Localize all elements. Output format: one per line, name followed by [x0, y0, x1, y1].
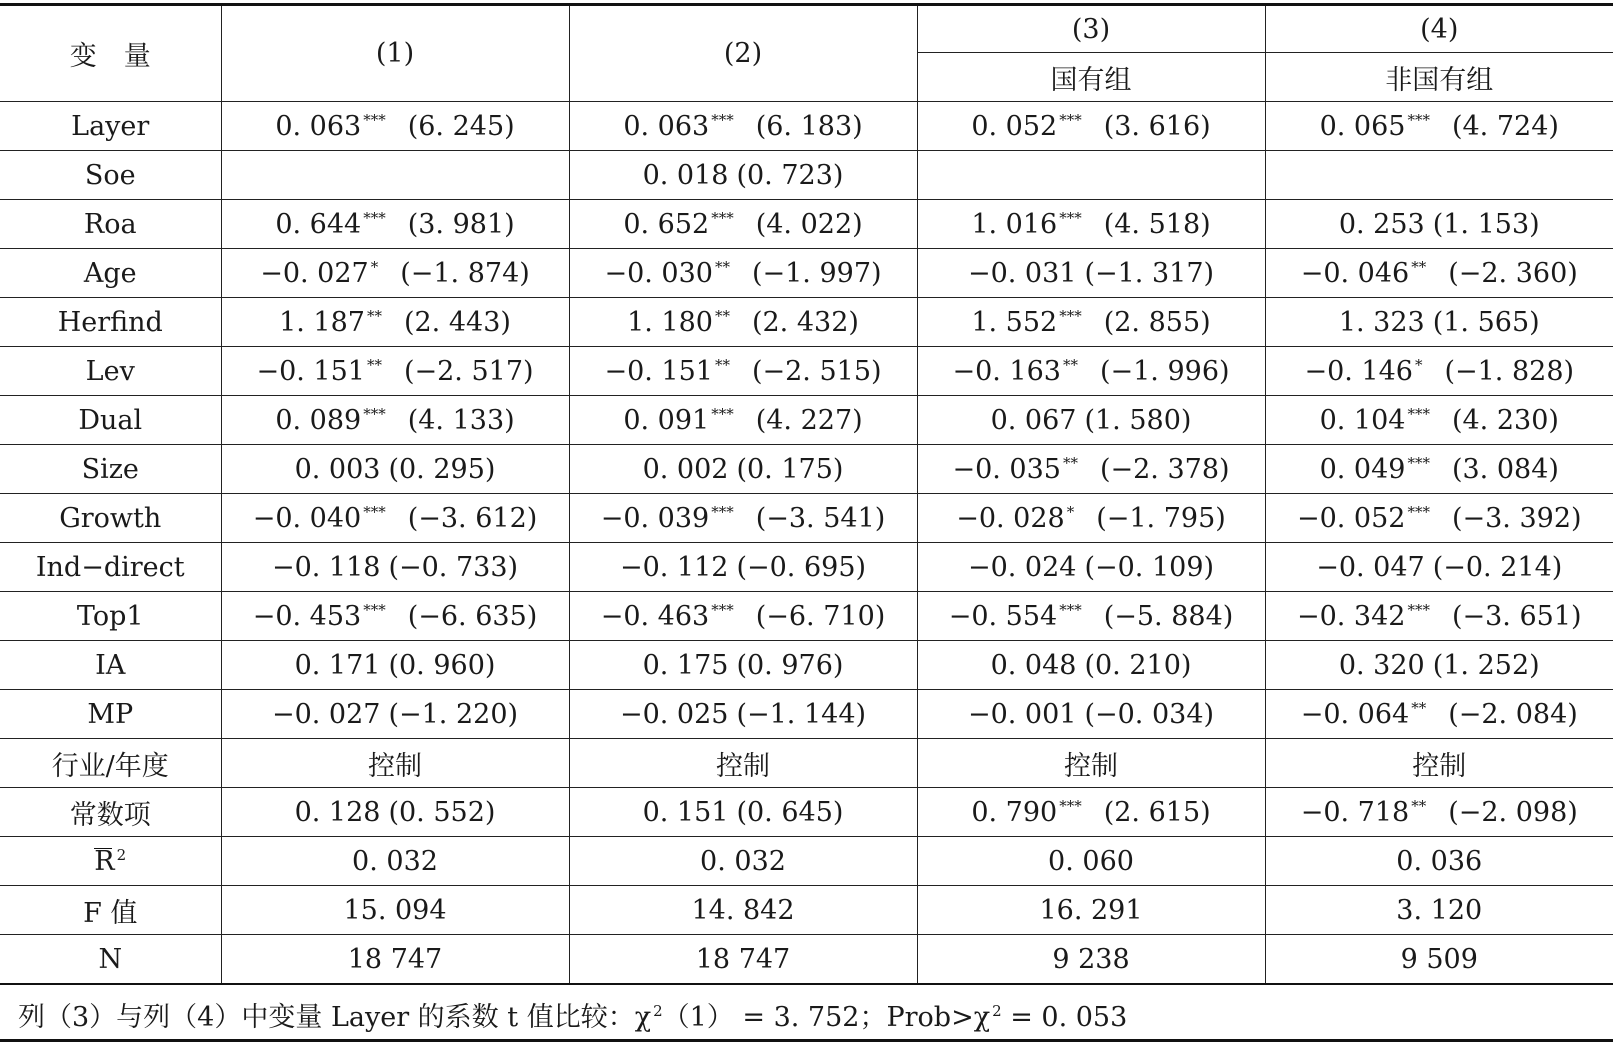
value-cell [1265, 445, 1613, 494]
value-cell [1265, 200, 1613, 249]
coefficient: −0. 718 [1300, 796, 1410, 828]
value-cell [569, 200, 917, 249]
t-statistic: (−6. 710) [755, 600, 886, 632]
regression-table [0, 3, 1613, 985]
coefficient: 9 509 [1400, 943, 1478, 975]
value-cell [1265, 543, 1613, 592]
t-statistic: (−3. 392) [1451, 502, 1582, 534]
coefficient: 14. 842 [691, 894, 795, 926]
coefficient: 0. 063 [623, 110, 710, 142]
t-statistic: (−2. 515) [751, 355, 882, 387]
t-statistic: (−1. 220) [388, 698, 519, 730]
value-cell [917, 935, 1265, 985]
t-statistic: (−1. 795) [1096, 502, 1226, 534]
significance-stars: *** [711, 502, 734, 521]
t-statistic: (0. 645) [736, 796, 844, 828]
value-cell [1265, 935, 1613, 985]
variable-name: Lev [0, 347, 221, 396]
variable-name: Age [0, 249, 221, 298]
coefficient: 0. 128 [294, 796, 381, 828]
value-cell [569, 347, 917, 396]
header-col-4-sub: 非国有组 [1265, 53, 1613, 102]
value-cell [569, 739, 917, 788]
coefficient: 0. 052 [971, 110, 1058, 142]
coefficient: −0. 027 [271, 698, 381, 730]
table-row [0, 200, 1613, 249]
significance-stars: ** [1411, 796, 1427, 815]
t-statistic: (−6. 635) [407, 600, 538, 632]
table-row [0, 739, 1613, 788]
significance-stars: * [370, 257, 379, 276]
header-col-1: (1) [221, 5, 569, 102]
value-cell [1265, 494, 1613, 543]
table-row [0, 347, 1613, 396]
coefficient: 0. 065 [1319, 110, 1406, 142]
t-statistic: (−2. 517) [403, 355, 534, 387]
value-cell [1265, 102, 1613, 151]
value-cell [221, 543, 569, 592]
variable-name: Roa [0, 200, 221, 249]
value-cell [917, 249, 1265, 298]
value-cell [569, 298, 917, 347]
coefficient: −0. 040 [252, 502, 362, 534]
significance-stars: *** [711, 404, 734, 423]
significance-stars: *** [711, 208, 734, 227]
variable-name: Layer [0, 102, 221, 151]
coefficient: 0. 652 [623, 208, 710, 240]
header-col-3-sub: 国有组 [917, 53, 1265, 102]
value-cell [221, 788, 569, 837]
coefficient: −0. 146 [1304, 355, 1413, 387]
coefficient: 控制 [1064, 750, 1118, 782]
significance-stars: *** [363, 502, 386, 521]
significance-stars: ** [366, 355, 382, 374]
coefficient: 0. 151 [642, 796, 729, 828]
coefficient: 0. 320 [1338, 649, 1425, 681]
t-statistic: (3. 084) [1451, 453, 1559, 485]
coefficient: −0. 463 [600, 600, 710, 632]
note-sup-a: 2 [653, 1002, 663, 1020]
coefficient: 0. 003 [294, 453, 381, 485]
table-row [0, 494, 1613, 543]
variable-name: Ind−direct [0, 543, 221, 592]
significance-stars: *** [1059, 796, 1082, 815]
table-row [0, 102, 1613, 151]
value-cell [221, 739, 569, 788]
value-cell [221, 200, 569, 249]
coefficient: 0. 036 [1396, 845, 1483, 877]
table-row [0, 641, 1613, 690]
value-cell [221, 494, 569, 543]
coefficient: −0. 028 [956, 502, 1065, 534]
value-cell [1265, 249, 1613, 298]
value-cell [221, 690, 569, 739]
table-row [0, 543, 1613, 592]
coefficient: −0. 030 [604, 257, 713, 289]
coefficient: −0. 001 [967, 698, 1077, 730]
variable-name: F 值 [0, 886, 221, 935]
value-cell [569, 837, 917, 886]
coefficient: 0. 032 [700, 845, 786, 877]
value-cell [221, 886, 569, 935]
t-statistic: (2. 855) [1103, 306, 1211, 338]
coefficient: 18 747 [695, 943, 791, 975]
significance-stars: *** [363, 208, 386, 227]
value-cell [569, 543, 917, 592]
t-statistic: (4. 230) [1451, 404, 1559, 436]
header-variable: 变 量 [0, 5, 221, 102]
header-row [0, 5, 1613, 53]
t-statistic: (0. 210) [1084, 649, 1192, 681]
coefficient: −0. 163 [952, 355, 1061, 387]
value-cell [917, 396, 1265, 445]
value-cell [1265, 592, 1613, 641]
note-text-a: 列（3）与列（4）中变量 Layer 的系数 t 值比较：χ [18, 1002, 652, 1033]
value-cell [569, 151, 917, 200]
variable-name: 行业/年度 [0, 739, 221, 788]
coefficient: 0. 790 [971, 796, 1058, 828]
significance-stars: *** [1407, 404, 1430, 423]
value-cell [569, 592, 917, 641]
coefficient: −0. 025 [619, 698, 729, 730]
coefficient: 0. 089 [275, 404, 362, 436]
table-row [0, 151, 1613, 200]
t-statistic: (4. 724) [1451, 110, 1559, 142]
value-cell [1265, 151, 1613, 200]
t-statistic: (2. 443) [403, 306, 511, 338]
value-cell [917, 543, 1265, 592]
table-row [0, 886, 1613, 935]
coefficient: 1. 323 [1338, 306, 1425, 338]
value-cell [221, 249, 569, 298]
significance-stars: *** [1407, 453, 1430, 472]
value-cell [1265, 739, 1613, 788]
coefficient: 0. 002 [642, 453, 729, 485]
t-statistic: (1. 252) [1432, 649, 1540, 681]
variable-name: Soe [0, 151, 221, 200]
t-statistic: (0. 552) [388, 796, 496, 828]
t-statistic: (1. 580) [1084, 404, 1192, 436]
value-cell [221, 347, 569, 396]
variable-name: Size [0, 445, 221, 494]
value-cell [569, 690, 917, 739]
coefficient: −0. 031 [967, 257, 1077, 289]
value-cell [917, 641, 1265, 690]
significance-stars: * [1414, 355, 1423, 374]
t-statistic: (0. 723) [736, 159, 844, 191]
value-cell [917, 445, 1265, 494]
variable-name [0, 837, 221, 886]
coefficient: −0. 052 [1296, 502, 1406, 534]
t-statistic: (4. 022) [755, 208, 863, 240]
t-statistic: (−1. 317) [1084, 257, 1215, 289]
table-row [0, 690, 1613, 739]
coefficient: −0. 112 [619, 551, 729, 583]
t-statistic: (−0. 109) [1084, 551, 1215, 583]
t-statistic: (−1. 997) [751, 257, 882, 289]
t-statistic: (−1. 828) [1444, 355, 1575, 387]
value-cell [569, 935, 917, 985]
variable-name: MP [0, 690, 221, 739]
coefficient: 0. 253 [1338, 208, 1425, 240]
note-sup-b: 2 [992, 1002, 1002, 1020]
table-row [0, 788, 1613, 837]
significance-stars: *** [711, 600, 734, 619]
t-statistic: (0. 295) [388, 453, 496, 485]
t-statistic: (4. 133) [407, 404, 515, 436]
coefficient: 1. 180 [627, 306, 713, 338]
header-col-4: (4) [1265, 5, 1613, 53]
value-cell [569, 396, 917, 445]
table-note [0, 994, 1613, 1042]
coefficient: 控制 [368, 750, 422, 782]
variable-name: Herfind [0, 298, 221, 347]
coefficient: 0. 049 [1319, 453, 1406, 485]
coefficient: 9 238 [1052, 943, 1130, 975]
coefficient: −0. 151 [256, 355, 365, 387]
value-cell [917, 788, 1265, 837]
value-cell [569, 788, 917, 837]
coefficient: 16. 291 [1039, 894, 1143, 926]
value-cell [569, 494, 917, 543]
t-statistic: (2. 432) [751, 306, 859, 338]
t-statistic: (−2. 084) [1448, 698, 1578, 730]
coefficient: 0. 018 [642, 159, 729, 191]
coefficient: −0. 342 [1296, 600, 1406, 632]
value-cell [917, 690, 1265, 739]
value-cell [917, 151, 1265, 200]
significance-stars: ** [1411, 257, 1427, 276]
table-row [0, 445, 1613, 494]
significance-stars: ** [1062, 453, 1078, 472]
coefficient: −0. 064 [1300, 698, 1410, 730]
coefficient: 0. 063 [275, 110, 362, 142]
table-row [0, 592, 1613, 641]
t-statistic: (−0. 695) [736, 551, 867, 583]
value-cell [1265, 690, 1613, 739]
table-row [0, 396, 1613, 445]
value-cell [917, 200, 1265, 249]
t-statistic: (−3. 541) [755, 502, 886, 534]
t-statistic: (−0. 214) [1432, 551, 1563, 583]
coefficient: 0. 175 [642, 649, 729, 681]
coefficient: −0. 046 [1300, 257, 1410, 289]
t-statistic: (−3. 612) [407, 502, 538, 534]
value-cell [917, 494, 1265, 543]
coefficient: −0. 453 [252, 600, 362, 632]
variable-name: Dual [0, 396, 221, 445]
note-text-b: （1） = 3. 752；Prob>χ [662, 1002, 991, 1033]
value-cell [221, 298, 569, 347]
value-cell [917, 347, 1265, 396]
value-cell [1265, 788, 1613, 837]
coefficient: 0. 644 [275, 208, 362, 240]
variable-name: 常数项 [0, 788, 221, 837]
t-statistic: (1. 565) [1432, 306, 1540, 338]
table-row [0, 298, 1613, 347]
coefficient: 18 747 [347, 943, 443, 975]
overline [94, 848, 112, 849]
t-statistic: (−5. 884) [1103, 600, 1234, 632]
t-statistic: (3. 616) [1103, 110, 1211, 142]
coefficient: 0. 048 [990, 649, 1077, 681]
coefficient: 1. 552 [971, 306, 1058, 338]
t-statistic: (−1. 144) [736, 698, 867, 730]
coefficient: 0. 091 [623, 404, 710, 436]
significance-stars: ** [714, 355, 730, 374]
value-cell [917, 837, 1265, 886]
t-statistic: (4. 518) [1103, 208, 1211, 240]
t-statistic: (6. 245) [407, 110, 515, 142]
value-cell [221, 641, 569, 690]
note-text-c: = 0. 053 [1001, 1002, 1128, 1033]
t-statistic: (0. 976) [736, 649, 844, 681]
value-cell [569, 886, 917, 935]
significance-stars: *** [1059, 306, 1082, 325]
t-statistic: (6. 183) [755, 110, 863, 142]
value-cell [569, 102, 917, 151]
significance-stars: *** [1059, 110, 1082, 129]
significance-stars: *** [363, 404, 386, 423]
coefficient: 0. 171 [294, 649, 381, 681]
significance-stars: * [1066, 502, 1075, 521]
coefficient: 1. 187 [279, 306, 365, 338]
t-statistic: (−2. 360) [1448, 257, 1578, 289]
significance-stars: *** [1059, 208, 1082, 227]
r2-symbol: R $^2$ [94, 845, 127, 877]
coefficient: −0. 027 [260, 257, 369, 289]
significance-stars: *** [1407, 600, 1430, 619]
coefficient: 0. 032 [352, 845, 438, 877]
value-cell [1265, 298, 1613, 347]
coefficient: 0. 060 [1048, 845, 1134, 877]
coefficient: −0. 039 [600, 502, 710, 534]
value-cell [917, 592, 1265, 641]
significance-stars: *** [711, 110, 734, 129]
significance-stars: *** [1407, 110, 1430, 129]
value-cell [1265, 837, 1613, 886]
coefficient: 0. 104 [1319, 404, 1406, 436]
coefficient: −0. 035 [952, 453, 1061, 485]
header-col-3: (3) [917, 5, 1265, 53]
significance-stars: *** [363, 110, 386, 129]
coefficient: −0. 024 [967, 551, 1077, 583]
coefficient: 控制 [1412, 750, 1467, 782]
significance-stars: ** [714, 306, 730, 325]
t-statistic: (−3. 651) [1451, 600, 1582, 632]
coefficient: 3. 120 [1396, 894, 1483, 926]
coefficient: −0. 151 [604, 355, 713, 387]
value-cell [917, 886, 1265, 935]
significance-stars: ** [1411, 698, 1427, 717]
t-statistic: (3. 981) [407, 208, 515, 240]
value-cell [221, 935, 569, 985]
value-cell [1265, 396, 1613, 445]
variable-name: N [0, 935, 221, 985]
coefficient: −0. 118 [271, 551, 381, 583]
coefficient: −0. 554 [948, 600, 1058, 632]
t-statistic: (4. 227) [755, 404, 863, 436]
table-row [0, 837, 1613, 886]
value-cell [221, 151, 569, 200]
value-cell [221, 592, 569, 641]
t-statistic: (1. 153) [1432, 208, 1540, 240]
t-statistic: (0. 175) [736, 453, 844, 485]
variable-name: Growth [0, 494, 221, 543]
variable-name: Top1 [0, 592, 221, 641]
value-cell [1265, 347, 1613, 396]
t-statistic: (2. 615) [1103, 796, 1211, 828]
t-statistic: (−1. 874) [400, 257, 530, 289]
table-row [0, 935, 1613, 985]
significance-stars: *** [363, 600, 386, 619]
value-cell [917, 298, 1265, 347]
t-statistic: (−2. 098) [1448, 796, 1578, 828]
significance-stars: *** [1407, 502, 1430, 521]
value-cell [221, 102, 569, 151]
value-cell [221, 396, 569, 445]
t-statistic: (−2. 378) [1099, 453, 1230, 485]
value-cell [1265, 641, 1613, 690]
coefficient: 控制 [716, 750, 770, 782]
value-cell [1265, 886, 1613, 935]
significance-stars: ** [1062, 355, 1078, 374]
value-cell [569, 249, 917, 298]
value-cell [221, 837, 569, 886]
table-row [0, 249, 1613, 298]
t-statistic: (−0. 733) [388, 551, 519, 583]
header-col-2: (2) [569, 5, 917, 102]
significance-stars: ** [714, 257, 730, 276]
t-statistic: (−0. 034) [1084, 698, 1215, 730]
t-statistic: (0. 960) [388, 649, 496, 681]
coefficient: 0. 067 [990, 404, 1077, 436]
variable-name: IA [0, 641, 221, 690]
coefficient: −0. 047 [1316, 551, 1425, 583]
value-cell [221, 445, 569, 494]
significance-stars: *** [1059, 600, 1082, 619]
value-cell [569, 445, 917, 494]
coefficient: 1. 016 [971, 208, 1058, 240]
coefficient: 15. 094 [343, 894, 447, 926]
significance-stars: ** [366, 306, 382, 325]
t-statistic: (−1. 996) [1099, 355, 1230, 387]
value-cell [917, 102, 1265, 151]
value-cell [917, 739, 1265, 788]
value-cell [569, 641, 917, 690]
